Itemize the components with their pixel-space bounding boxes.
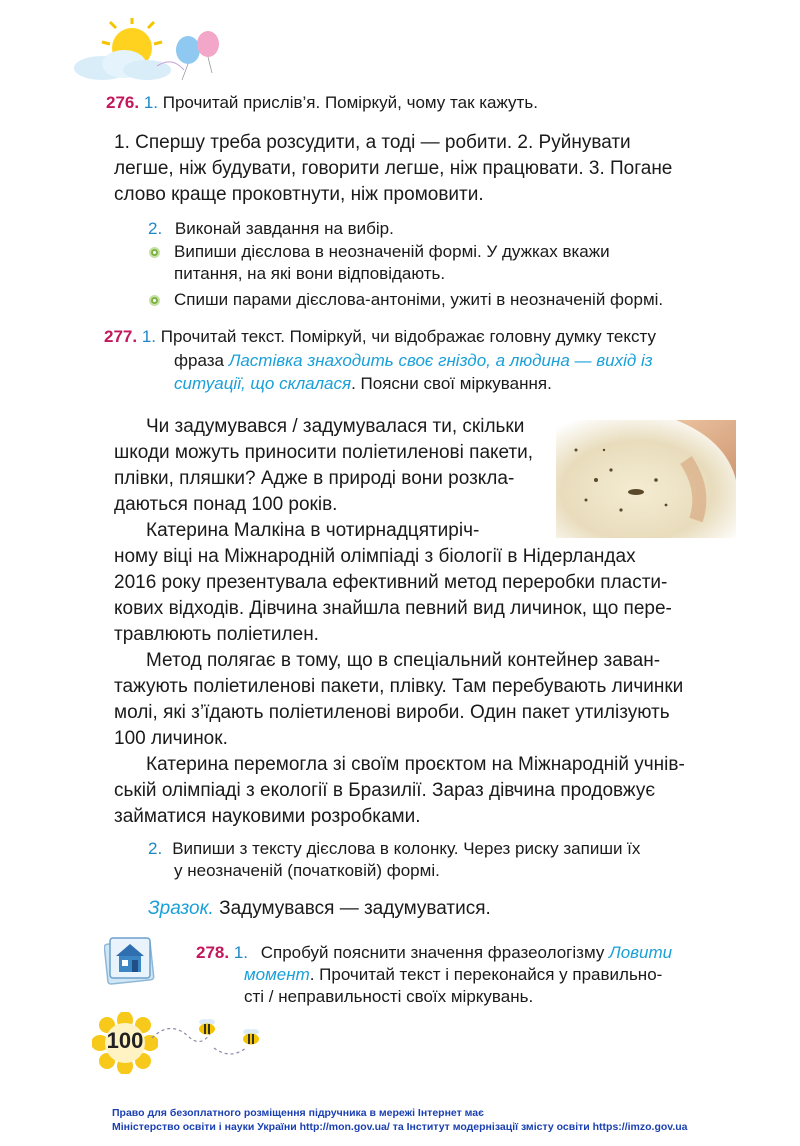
ex277-text-a (114, 414, 550, 544)
task-text: Виконай завдання на вибір. (174, 219, 394, 238)
house-book-icon (104, 936, 156, 986)
ex277-step2 (148, 838, 738, 882)
proverbs-block (114, 130, 724, 208)
ex277-line2 (174, 350, 653, 372)
choice-bullet-icon (149, 247, 160, 258)
page-number: 100 (106, 1028, 144, 1053)
task-text: Спробуй пояснити значення фразеологізму (260, 943, 610, 962)
phrase: Ловити (609, 943, 673, 962)
task-text: Прочитай прислів’я. Поміркуй, чому так кажуть. (162, 93, 538, 112)
task-text: Прочитай текст. Поміркуй, чи відображає головну думку тексту (160, 327, 656, 346)
ex277-line1 (104, 326, 656, 348)
text-line: Катерина Малкіна в чотирнадцятиріч- (146, 520, 480, 541)
text-line: 100 личинок. (114, 728, 228, 749)
exercise-number: 278. (196, 943, 230, 962)
text-line: Катерина перемогла зі своїм проєктом на Міжнародній учнів- (146, 754, 685, 775)
footer-line: Право для безоплатного розміщення підручника в мережі Інтернет має (112, 1107, 484, 1119)
ex278 (196, 942, 740, 1008)
choice-bullet-icon (149, 295, 160, 306)
sample-text: Задумувався — задумуватися. (213, 898, 491, 919)
text-line: ному віці на Міжнародній олімпіаді з біології в Нідерландах (114, 546, 636, 567)
task-text: . Прочитай текст і переконайся у правильно- (309, 965, 663, 984)
task-text: фраза (174, 351, 229, 370)
text-line: молі, які з’їдають поліетиленові вироби. Один пакет утилізують (114, 702, 670, 723)
text-line: травлюють поліетилен. (114, 624, 319, 645)
text-line (148, 838, 738, 860)
footer-line: Міністерство освіти і науки України http://mon.gov.ua/ та Інститут модернізації змісту освіти https://imzo.gov.ua (112, 1121, 688, 1133)
bee-icon (196, 1018, 218, 1036)
sample (148, 896, 491, 922)
text-line: займатися науковими розробками. (114, 806, 421, 827)
step-number: 1. (233, 943, 249, 962)
quote: Ластівка знаходить своє гніздо, а людина — вихід із (228, 351, 653, 370)
text-line: слово краще проковтнути, ніж промовити. (114, 184, 484, 205)
choice-2: Спиши парами дієслова-антоніми, ужиті в неозначеній формі. (174, 290, 664, 309)
bee-icon (240, 1028, 262, 1046)
text-line: сті / неправильності своїх міркувань. (244, 987, 534, 1006)
quote: ситуації, що склалася (174, 374, 352, 393)
text-line: шкоди можуть приносити поліетиленові пакети, (114, 442, 534, 463)
task-text: . Поясни свої міркування. (351, 374, 552, 393)
text-line: 2016 року презентувала ефективний метод переробки пласти- (114, 572, 668, 593)
sample-label: Зразок. (148, 898, 214, 919)
text-line: плівки, пляшки? Адже в природі вони розкла- (114, 468, 515, 489)
text-line: Чи задумувався / задумувалася ти, скільки (146, 416, 525, 437)
text-line (196, 942, 740, 964)
text-line: кових відходів. Дівчина знайшла певний вид личинок, що пере- (114, 598, 672, 619)
footer (112, 1106, 688, 1134)
ex277-text-b (114, 544, 740, 830)
text-line: ській олімпіаді з екології в Бразилії. Зараз дівчина продовжує (114, 780, 656, 801)
text-line: у неозначеній (початковій) формі. (174, 861, 440, 880)
task-text: Випиши з тексту дієслова в колонку. Через риску запиши їх (172, 839, 641, 858)
step-number: 2. (148, 219, 163, 238)
ex276-step1 (106, 92, 538, 114)
phrase: момент (244, 965, 310, 984)
ex276-step2 (148, 218, 394, 240)
ex277-line3 (174, 373, 552, 395)
text-line: питання, на які вони відповідають. (174, 264, 446, 283)
exercise-number: 276. (106, 93, 140, 112)
exercise-number: 277. (104, 327, 138, 346)
larvae-photo (556, 420, 736, 538)
sun-cloud-balloons-decoration (62, 18, 232, 88)
step-number: 2. (148, 839, 163, 858)
step-number: 1. (141, 327, 157, 346)
step-number: 1. (143, 93, 159, 112)
choice-1 (174, 241, 734, 285)
text-line: тажують поліетиленові пакети, плівку. Там перебувають личинки (114, 676, 684, 697)
text-line: Випиши дієслова в неозначеній формі. У дужках вкажи (174, 242, 610, 261)
text-line: даються понад 100 років. (114, 494, 338, 515)
text-line: 1. Спершу треба розсудити, а тоді — робити. 2. Руйнувати (114, 132, 631, 153)
text-line (196, 964, 740, 986)
text-line: легше, ніж будувати, говорити легше, ніж працювати. 3. Погане (114, 158, 673, 179)
text-line: Метод полягає в тому, що в спеціальний контейнер заван- (146, 650, 661, 671)
